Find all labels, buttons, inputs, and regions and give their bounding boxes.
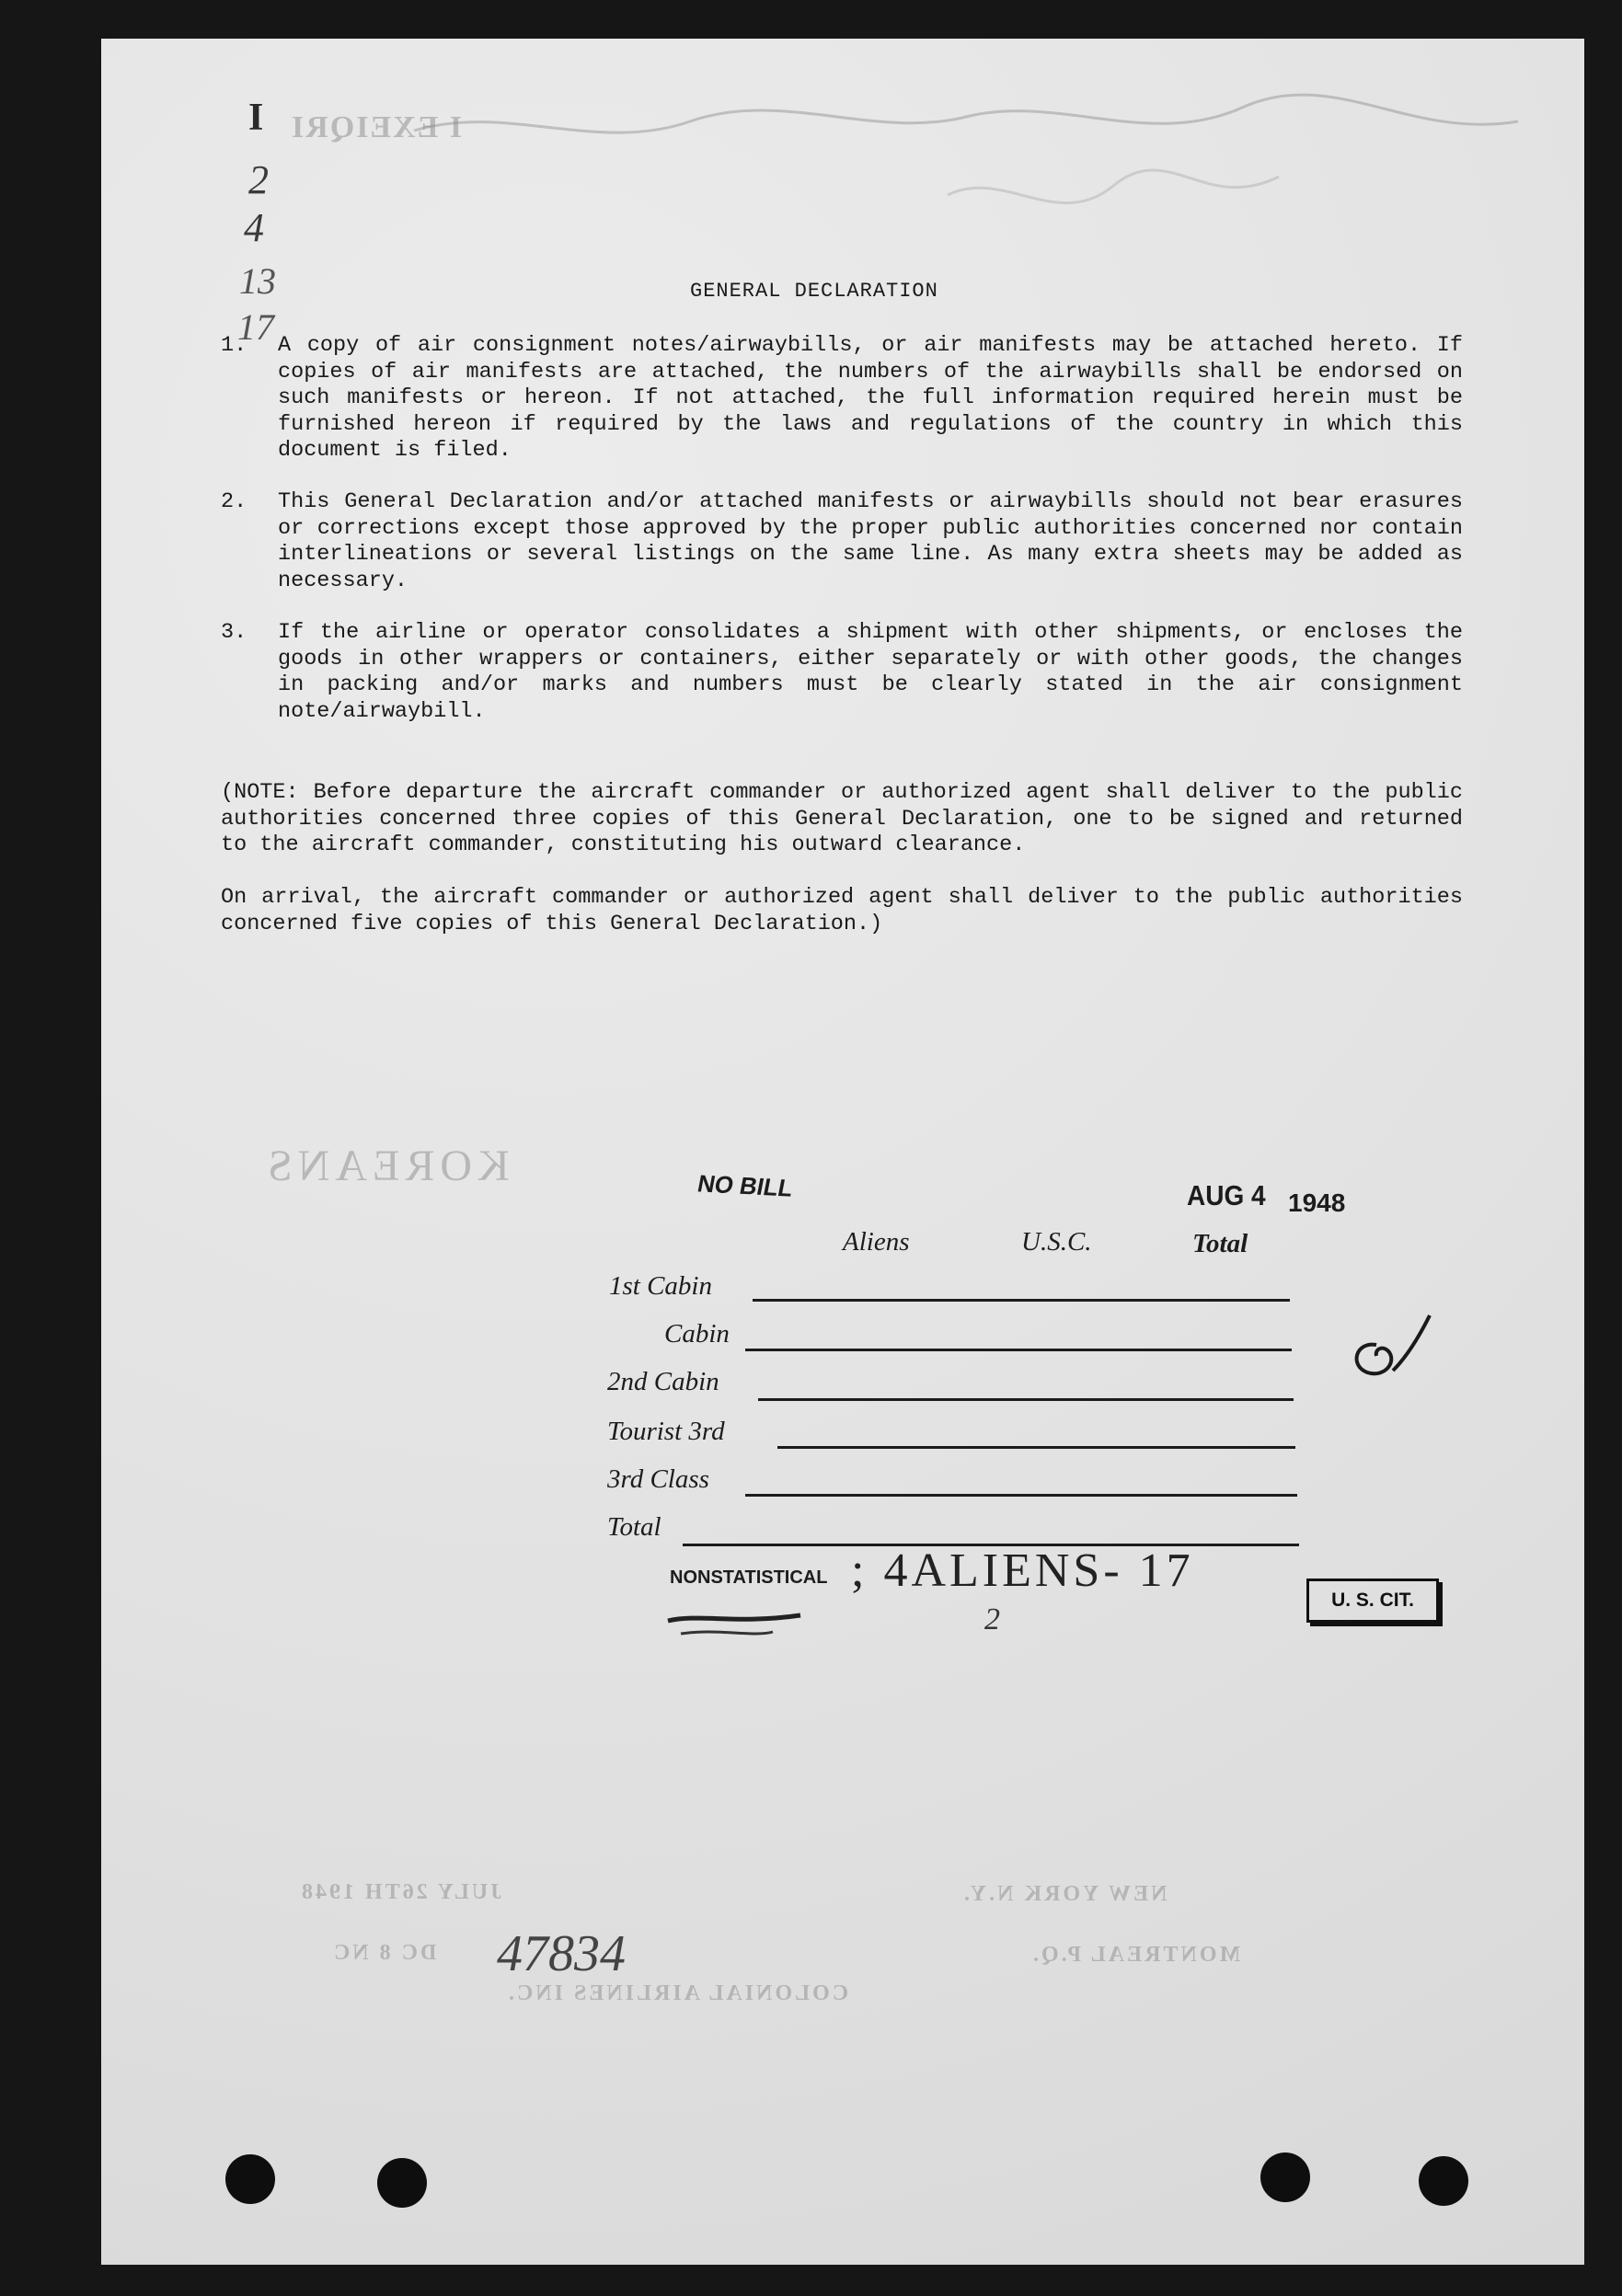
- column-usc: U.S.C.: [1021, 1227, 1092, 1257]
- paragraph-2: [221, 489, 1463, 594]
- row-line: [745, 1494, 1297, 1497]
- ghost-bottom-date: JULY 26TH 1948: [299, 1880, 502, 1904]
- margin-mark-3: 4: [244, 205, 264, 250]
- ghost-aircraft: DC 8 NC: [331, 1941, 437, 1965]
- ghost-top-left: I EXEIQRI: [290, 110, 463, 144]
- check-mark-icon: [1340, 1308, 1441, 1391]
- paragraph-3: [221, 620, 1463, 725]
- handwritten-number: 47834: [497, 1925, 626, 1982]
- nonstatistical-stamp: NONSTATISTICAL: [670, 1567, 828, 1588]
- row-cabin: Cabin: [664, 1319, 730, 1349]
- top-ghost-scribble: [304, 66, 1536, 269]
- margin-mark-2: 2: [248, 157, 269, 202]
- ghost-company: COLONIAL AIRLINES INC.: [506, 1981, 849, 2005]
- strike-scribble: [662, 1597, 810, 1643]
- margin-mark-4: 13: [239, 260, 276, 302]
- row-tourist-third: Tourist 3rd: [607, 1417, 725, 1446]
- row-line: [777, 1446, 1295, 1449]
- row-total: Total: [607, 1512, 661, 1542]
- row-line: [758, 1398, 1294, 1401]
- column-total: Total: [1192, 1229, 1248, 1258]
- margin-mark-1: I: [248, 97, 264, 139]
- punch-hole: [225, 2154, 275, 2204]
- year-stamp: 1948: [1288, 1188, 1346, 1217]
- tally-handwritten-note: ; 4ALIENS- 17: [851, 1544, 1194, 1597]
- row-line: [745, 1349, 1292, 1351]
- row-second-cabin: 2nd Cabin: [607, 1367, 719, 1396]
- paragraph-text: This General Declaration and/or attached manifests or airwaybills should not bear erasures or corrections except those approved by the proper public authorities concerned nor contain interlineations or several listings on the same line. As many extra sheets may be added as necessary.: [278, 489, 1463, 593]
- document-page: [101, 39, 1584, 2265]
- row-first-cabin: 1st Cabin: [609, 1271, 712, 1301]
- paragraph-number: 2.: [221, 489, 247, 514]
- punch-hole: [1419, 2156, 1468, 2206]
- date-stamp: AUG 4: [1187, 1179, 1266, 1211]
- paragraph-number: 3.: [221, 620, 247, 645]
- column-aliens: Aliens: [843, 1227, 910, 1257]
- document-title: GENERAL DECLARATION: [690, 280, 938, 303]
- row-third-class: 3rd Class: [607, 1464, 709, 1494]
- punch-hole: [377, 2158, 427, 2208]
- paragraph-text: If the airline or operator consolidates a shipment with other shipments, or encloses the goods in other wrappers or containers, either separately or with other goods, the changes in packing and/or marks and numbers must be clearly stated in the air consignment note/airwaybill.: [278, 620, 1463, 724]
- paragraph-number: 1.: [221, 333, 247, 358]
- margin-mark-5: 17: [237, 306, 274, 348]
- no-bill-stamp: NO BILL: [695, 1169, 796, 1202]
- punch-hole: [1260, 2152, 1310, 2202]
- us-cit-stamp: U. S. CIT.: [1306, 1578, 1439, 1623]
- ghost-origin: MONTREAL P.Q.: [1030, 1943, 1241, 1967]
- note-paragraph: (NOTE: Before departure the aircraft commander or authorized agent shall deliver to the public authorities concerned three copies of this General Declaration, one to be signed and returned to the aircraft commander, constituting his outward clearance.: [221, 780, 1463, 857]
- row-line: [753, 1299, 1290, 1302]
- note-arrival-paragraph: On arrival, the aircraft commander or authorized agent shall deliver to the public authorities concerned five copies of this General Declaration.): [221, 885, 1463, 936]
- paragraph-1: [221, 333, 1463, 465]
- tally-handwritten-two: 2: [984, 1602, 1000, 1636]
- ghost-city: NEW YORK N.Y.: [961, 1882, 1168, 1906]
- ghost-koreans: KOREANS: [262, 1142, 510, 1190]
- paragraph-text: A copy of air consignment notes/airwaybills, or air manifests may be attached hereto. If copies of air manifests are attached, the numbers of the airwaybills shall be endorsed on such manifests or hereon. If not attached, the full information required herein must be furnished hereon if required by the laws and regulations of the country in which this document is filed.: [278, 333, 1463, 463]
